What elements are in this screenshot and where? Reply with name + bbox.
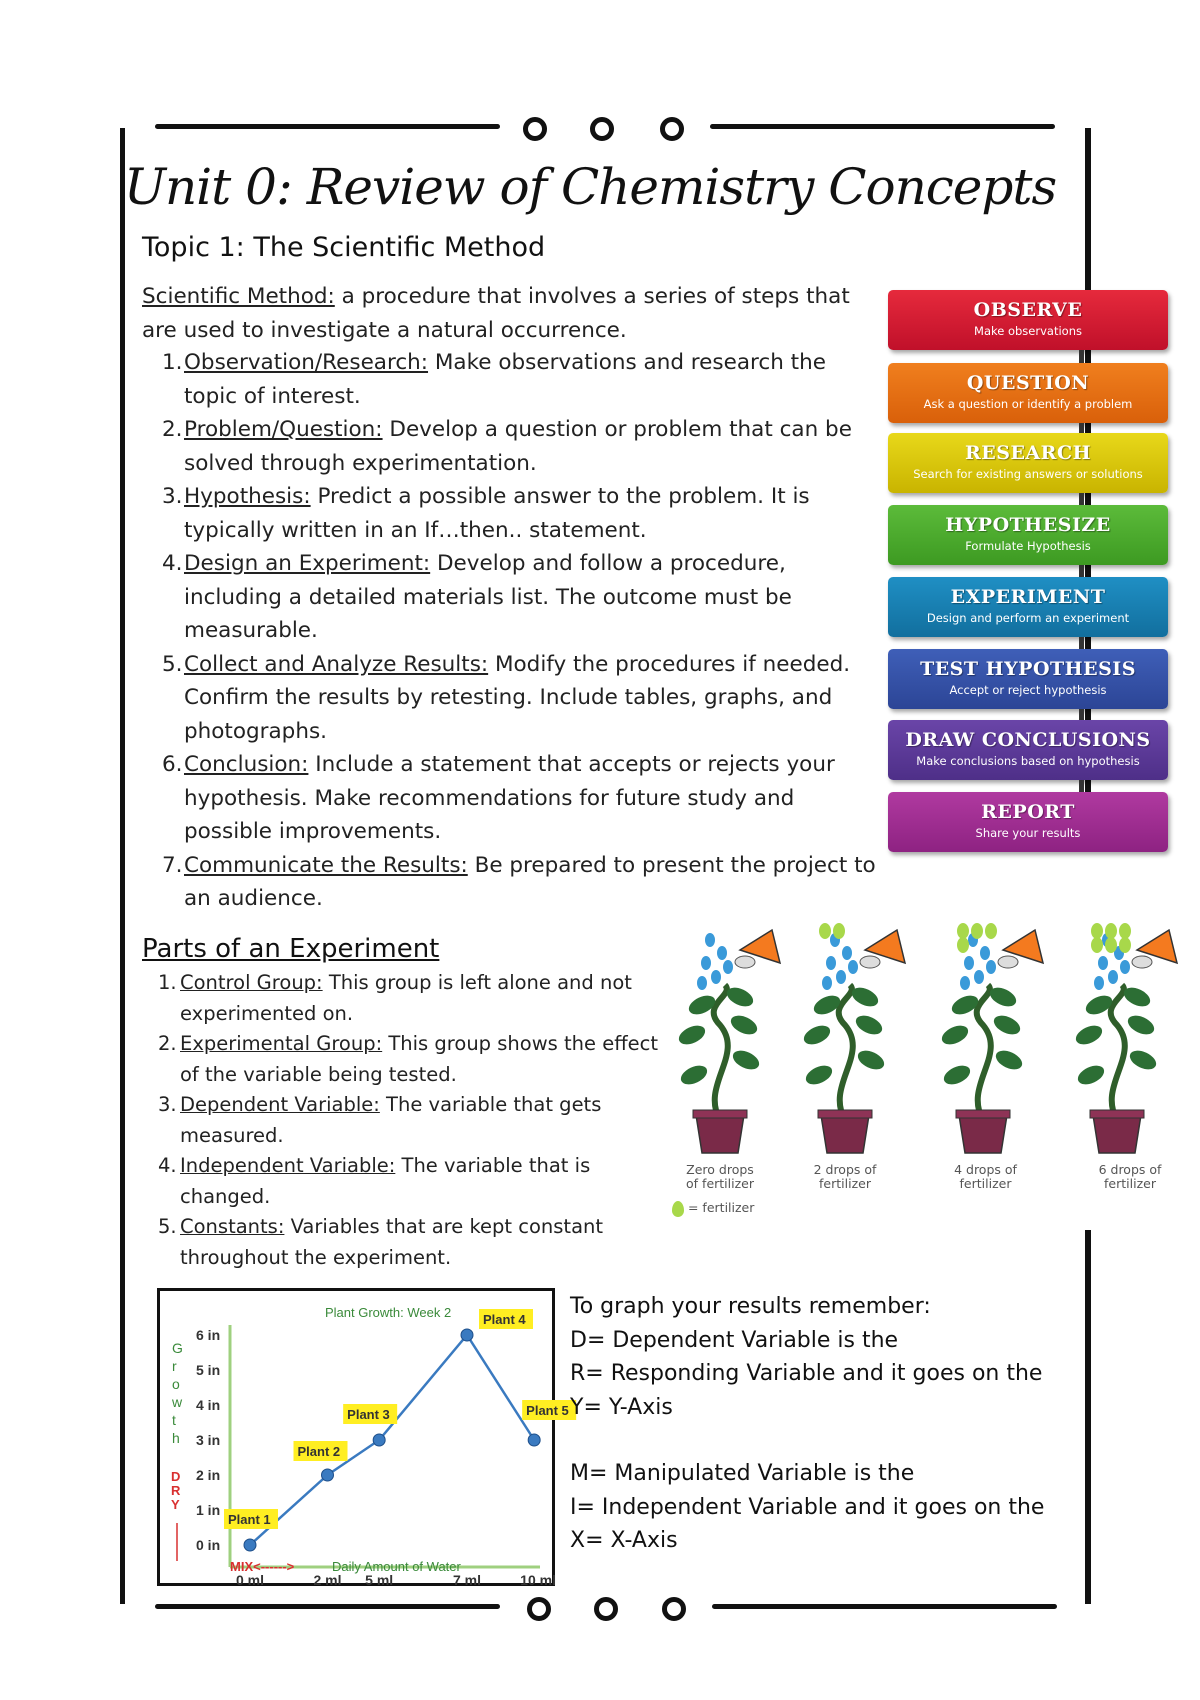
plant-pot-rim — [693, 1110, 747, 1118]
list-item — [158, 1212, 658, 1273]
water-drop-icon — [701, 956, 711, 970]
plant-leaf — [728, 1012, 760, 1038]
banner-report — [888, 792, 1168, 852]
x-tick-label: 5 ml — [365, 1572, 394, 1588]
parts-heading: Parts of an Experiment — [142, 934, 440, 964]
plant-stem — [714, 985, 728, 1120]
y-tick-label: 2 in — [196, 1467, 221, 1483]
bottom-divider-right — [712, 1604, 1057, 1609]
plant-leaf — [1075, 1062, 1107, 1088]
data-label: Plant 2 — [297, 1444, 341, 1459]
plants-illustration — [665, 925, 1185, 1165]
y-tick-label: 4 in — [196, 1397, 221, 1413]
part-number: 2. — [158, 1032, 177, 1055]
step-text: Include a statement that accepts or rejects your hypothesis. Make recommendations for future study and possible improvements. — [184, 752, 835, 844]
step-text: Modify the procedures if needed. Confirm the results by retesting. Include tables, graphs, and photographs. — [184, 651, 851, 744]
plant-3 — [1073, 923, 1177, 1153]
list-item — [158, 1029, 658, 1090]
part-number: 4. — [158, 1154, 177, 1177]
top-ring-1 — [523, 117, 547, 141]
plant-label-1: 2 drops of fertilizer — [813, 1162, 877, 1191]
water-drop-icon — [974, 970, 984, 984]
banner-title: QUESTION — [966, 372, 1090, 394]
plant-pot-rim — [956, 1110, 1010, 1118]
banner-subtitle: Search for existing answers or solutions — [913, 467, 1143, 481]
step-term: Collect and Analyze Results: — [184, 651, 489, 677]
fertilizer-drop-icon — [957, 923, 969, 939]
x-tick-label: 7 ml — [453, 1572, 482, 1588]
plant-0 — [676, 930, 780, 1153]
banner-observe — [888, 290, 1168, 350]
water-drop-icon — [848, 960, 858, 974]
x-tick-label: 0 ml — [236, 1572, 265, 1588]
plant-leaf — [993, 1047, 1025, 1073]
water-drop-icon — [964, 956, 974, 970]
bottom-ring-1 — [527, 1597, 551, 1621]
fertilizer-drop-icon — [672, 1201, 684, 1217]
banner-title: REPORT — [981, 801, 1075, 823]
data-point — [244, 1539, 256, 1551]
water-drop-icon — [1094, 976, 1104, 990]
banner-hypothesize — [888, 505, 1168, 565]
x-tick-label: 2 ml — [313, 1572, 342, 1588]
banner-subtitle: Make observations — [974, 324, 1082, 338]
water-drop-icon — [980, 946, 990, 960]
water-drop-icon — [705, 933, 715, 947]
fertilizer-drop-icon — [833, 923, 845, 939]
part-term: Dependent Variable: — [180, 1093, 380, 1116]
watering-can-spout — [1132, 956, 1152, 968]
fertilizer-legend — [672, 1200, 754, 1217]
plant-leaf — [939, 1022, 971, 1048]
fertilizer-drop-icon — [1119, 923, 1131, 939]
step-text: Make observations and research the topic of interest. — [184, 350, 826, 409]
plant-1 — [801, 923, 905, 1153]
plant-leaf — [1073, 1022, 1105, 1048]
scientific-method-steps — [162, 346, 882, 916]
list-item — [162, 648, 882, 749]
y-tick-label: 1 in — [196, 1502, 221, 1518]
plant-stem — [977, 985, 991, 1120]
part-text: This group is left alone and not experimented on. — [180, 971, 632, 1025]
graph-note-line: D= Dependent Variable is the — [570, 1327, 899, 1353]
water-drop-icon — [1108, 970, 1118, 984]
data-point — [373, 1434, 385, 1446]
page-title: Unit 0: Review of Chemistry Concepts — [123, 158, 1057, 216]
banner-connector — [1079, 350, 1084, 363]
y-tick-label: 3 in — [196, 1432, 221, 1448]
topic-heading: Topic 1: The Scientific Method — [142, 232, 546, 263]
growth-chart — [157, 1288, 569, 1588]
plant-leaf — [801, 1022, 833, 1048]
banner-title: HYPOTHESIZE — [945, 514, 1111, 536]
plant-label-2: 4 drops of fertilizer — [954, 1162, 1017, 1191]
intro-paragraph — [142, 280, 882, 347]
water-drop-icon — [1098, 956, 1108, 970]
y-axis-label-letter: h — [172, 1430, 180, 1446]
graph-note-line: M= Manipulated Variable is the — [570, 1461, 915, 1486]
water-drop-icon — [826, 956, 836, 970]
graph-notes — [570, 1290, 1070, 1558]
step-term: Communicate the Results: — [184, 852, 468, 878]
step-text: Develop and follow a procedure, including a detailed materials list. The outcome must be measurable. — [184, 551, 792, 643]
water-drop-icon — [836, 970, 846, 984]
step-text: Develop a question or problem that can be solved through experimentation. — [184, 417, 852, 476]
intro-term: Scientific Method: — [142, 284, 335, 309]
step-number: 4. — [162, 551, 183, 576]
right-border-line-bottom — [1085, 1230, 1091, 1604]
water-drop-icon — [717, 946, 727, 960]
plant-leaf — [676, 1022, 708, 1048]
fertilizer-drop-icon — [1105, 923, 1117, 939]
plant-stem — [1111, 985, 1125, 1120]
plant-leaf — [855, 1047, 887, 1073]
data-point — [461, 1329, 473, 1341]
data-point — [528, 1434, 540, 1446]
list-item — [162, 480, 882, 547]
data-point — [322, 1469, 334, 1481]
y-tick-label: 5 in — [196, 1362, 221, 1378]
y-axis-dry-letter: R — [171, 1483, 181, 1498]
graph-note-line: R= Responding Variable and it goes on the — [570, 1361, 1043, 1386]
list-item — [158, 1151, 658, 1212]
y-axis-dry-letter: Y — [171, 1497, 180, 1512]
list-item — [162, 748, 882, 849]
banner-title: RESEARCH — [964, 442, 1092, 464]
fertilizer-drop-icon — [971, 923, 983, 939]
bottom-ring-3 — [662, 1597, 686, 1621]
y-axis-dry-letter: D — [171, 1469, 181, 1484]
step-text: Be prepared to present the project to an audience. — [184, 852, 876, 911]
plant-leaf — [853, 1012, 885, 1038]
y-axis-label-letter: t — [172, 1412, 176, 1428]
plant-pot — [1093, 1115, 1141, 1153]
plant-label-0: Zero drops of fertilizer — [686, 1162, 754, 1191]
banner-experiment — [888, 577, 1168, 637]
data-label: Plant 4 — [483, 1312, 526, 1327]
y-tick-label: 6 in — [196, 1327, 221, 1343]
x-axis-label: Daily Amount of Water — [332, 1559, 461, 1574]
banner-title: DRAW CONCLUSIONS — [905, 729, 1151, 751]
left-border-line — [120, 128, 125, 1604]
part-text: The variable that is changed. — [180, 1154, 591, 1208]
part-term: Control Group: — [180, 971, 323, 994]
x-tick-label: 10 ml — [520, 1572, 556, 1588]
graph-note-line: X= X-Axis — [570, 1528, 678, 1553]
plant-leaf — [803, 1062, 835, 1088]
part-text: The variable that gets measured. — [180, 1093, 602, 1147]
bottom-ring-2 — [594, 1597, 618, 1621]
plant-leaf — [991, 1012, 1023, 1038]
banner-subtitle: Formulate Hypothesis — [965, 539, 1091, 553]
step-number: 7. — [162, 852, 183, 878]
parts-list — [158, 968, 658, 1273]
banner-subtitle: Make conclusions based on hypothesis — [916, 754, 1140, 768]
part-number: 3. — [158, 1093, 177, 1116]
fertilizer-drop-icon — [1119, 937, 1131, 953]
part-term: Independent Variable: — [180, 1154, 396, 1177]
plant-pot-rim — [818, 1110, 872, 1118]
graph-note-line: To graph your results remember: — [570, 1294, 931, 1319]
y-axis-label-letter: w — [172, 1394, 183, 1410]
part-number: 1. — [158, 971, 177, 994]
y-axis-label-letter: o — [172, 1376, 180, 1392]
banner-subtitle: Share your results — [975, 826, 1081, 840]
x-axis-mix-label: MIX<------> — [230, 1559, 295, 1574]
banner-subtitle: Design and perform an experiment — [926, 611, 1130, 625]
step-term: Hypothesis: — [184, 484, 311, 509]
part-term: Constants: — [180, 1215, 285, 1238]
step-term: Conclusion: — [184, 752, 309, 777]
plant-leaf — [730, 1047, 762, 1073]
list-item — [162, 849, 882, 916]
part-term: Experimental Group: — [180, 1032, 383, 1055]
graph-note-line: I= Independent Variable and it goes on the — [570, 1494, 1045, 1520]
top-divider-right — [710, 124, 1055, 129]
banner-test-hypothesis — [888, 649, 1168, 709]
plant-leaf — [1127, 1047, 1159, 1073]
graph-note-line: Y= Y-Axis — [570, 1394, 673, 1420]
plant-leaf — [1125, 1012, 1157, 1038]
step-term: Design an Experiment: — [184, 551, 431, 576]
water-drop-icon — [697, 976, 707, 990]
plant-pot — [821, 1115, 869, 1153]
part-text: Variables that are kept constant throughout the experiment. — [180, 1215, 604, 1269]
step-number: 3. — [162, 484, 183, 509]
step-number: 5. — [162, 651, 183, 677]
fertilizer-drop-icon — [819, 923, 831, 939]
water-drop-icon — [960, 976, 970, 990]
plant-pot — [696, 1115, 744, 1153]
step-text: Predict a possible answer to the problem. It is typically written in an If…then.. statement. — [184, 484, 810, 543]
top-ring-3 — [660, 117, 684, 141]
water-drop-icon — [986, 960, 996, 974]
data-label: Plant 5 — [526, 1403, 569, 1418]
banner-subtitle: Ask a question or identify a problem — [923, 397, 1133, 411]
plant-pot-rim — [1090, 1110, 1144, 1118]
list-item — [158, 1090, 658, 1151]
intro-definition: a procedure that involves a series of steps that are used to investigate a natural occurrence. — [142, 284, 850, 343]
top-ring-2 — [590, 117, 614, 141]
plant-label-3: 6 drops of fertilizer — [1098, 1162, 1162, 1191]
water-drop-icon — [723, 960, 733, 974]
step-term: Observation/Research: — [184, 350, 429, 375]
list-item — [162, 547, 882, 648]
list-item — [158, 968, 658, 1029]
plant-pot — [959, 1115, 1007, 1153]
water-drop-icon — [711, 970, 721, 984]
banner-question — [888, 363, 1168, 423]
list-item — [162, 346, 882, 413]
water-drop-icon — [1120, 960, 1130, 974]
plant-2 — [939, 923, 1043, 1153]
watering-can-spout — [735, 956, 755, 968]
step-number: 6. — [162, 752, 183, 777]
fertilizer-drop-icon — [1091, 923, 1103, 939]
series-line — [250, 1335, 534, 1545]
banner-title: OBSERVE — [973, 299, 1083, 321]
banner-research — [888, 433, 1168, 493]
fertilizer-legend-text: = fertilizer — [687, 1200, 755, 1215]
fertilizer-drop-icon — [1091, 937, 1103, 953]
step-number: 2. — [162, 417, 183, 442]
chart-title: Plant Growth: Week 2 — [325, 1305, 452, 1320]
fertilizer-drop-icon — [957, 937, 969, 953]
y-axis-label-letter: G — [172, 1340, 183, 1356]
plant-leaf — [678, 1062, 710, 1088]
step-term: Problem/Question: — [184, 417, 383, 442]
banner-title: TEST HYPOTHESIS — [920, 658, 1136, 680]
growth-chart-svg — [160, 1291, 569, 1588]
water-drop-icon — [842, 946, 852, 960]
bottom-divider-left — [155, 1604, 500, 1609]
y-tick-label: 0 in — [196, 1537, 221, 1553]
step-number: 1. — [162, 350, 183, 375]
part-number: 5. — [158, 1215, 177, 1238]
banner-draw-conclusions — [888, 720, 1168, 780]
part-text: This group shows the effect of the variable being tested. — [180, 1032, 658, 1086]
plant-stem — [839, 985, 853, 1120]
plant-leaf — [941, 1062, 973, 1088]
list-item — [162, 413, 882, 480]
y-axis-label-letter: r — [172, 1358, 177, 1374]
water-drop-icon — [822, 976, 832, 990]
watering-can-spout — [998, 956, 1018, 968]
data-label: Plant 3 — [347, 1407, 390, 1422]
banner-title: EXPERIMENT — [950, 586, 1106, 608]
data-label: Plant 1 — [228, 1512, 271, 1527]
fertilizer-drop-icon — [1105, 937, 1117, 953]
watering-can-spout — [860, 956, 880, 968]
fertilizer-drop-icon — [985, 923, 997, 939]
banner-subtitle: Accept or reject hypothesis — [949, 683, 1107, 697]
top-divider-left — [155, 124, 500, 129]
